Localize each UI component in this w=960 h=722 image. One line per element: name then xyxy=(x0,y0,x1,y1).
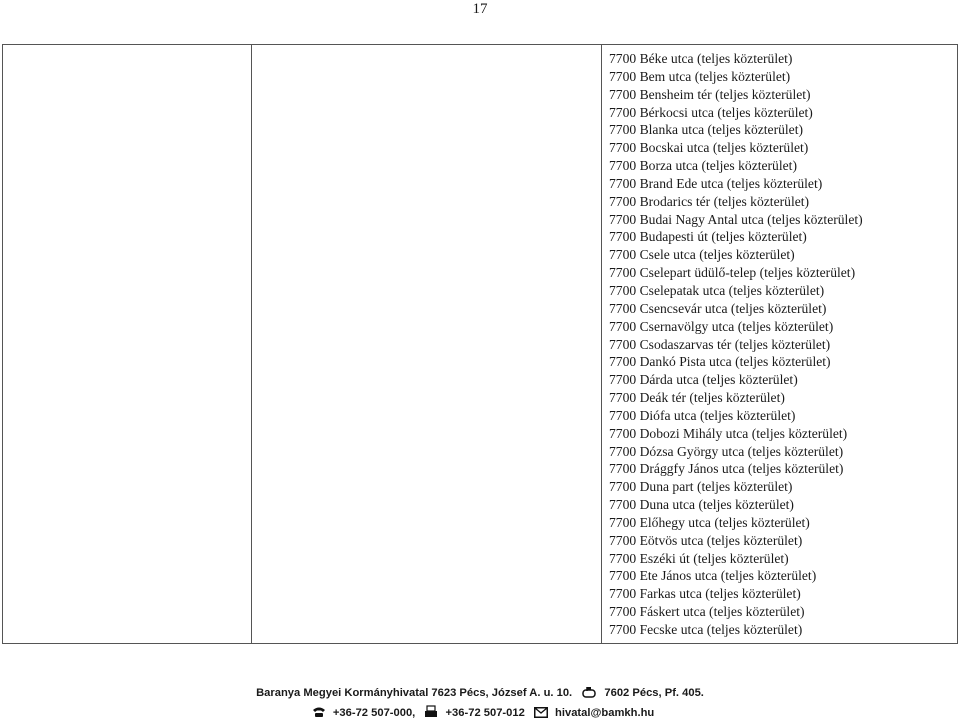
street-list-item: 7700 Borza utca (teljes közterület) xyxy=(609,158,797,174)
page-number: 17 xyxy=(472,1,488,17)
footer-phone: +36-72 507-000, xyxy=(332,707,416,719)
column-divider xyxy=(251,45,252,643)
street-list-item: 7700 Csele utca (teljes közterület) xyxy=(609,247,795,263)
street-list-item: 7700 Dankó Pista utca (teljes közterület) xyxy=(609,354,831,370)
street-list-item: 7700 Brand Ede utca (teljes közterület) xyxy=(609,175,823,191)
street-list-item: 7700 Eötvös utca (teljes közterület) xyxy=(609,532,803,548)
street-list xyxy=(609,50,949,639)
street-list-item: 7700 Duna utca (teljes közterület) xyxy=(609,497,794,513)
street-list-item: 7700 Dózsa György utca (teljes közterület) xyxy=(609,443,844,459)
footer-address-line xyxy=(0,686,960,702)
street-list-item: 7700 Diófa utca (teljes közterület) xyxy=(609,407,796,423)
email-icon xyxy=(534,707,548,722)
street-list-item: 7700 Fecske utca (teljes közterület) xyxy=(609,622,803,637)
footer-email: hivatal@bamkh.hu xyxy=(555,707,655,719)
footer-postbox: 7602 Pécs, Pf. 405. xyxy=(604,687,704,699)
column-divider xyxy=(601,45,602,643)
footer-contact-line xyxy=(0,705,960,722)
street-list-item: 7700 Ete János utca (teljes közterület) xyxy=(609,568,817,584)
footer-address: Baranya Megyei Kormányhivatal 7623 Pécs, József A. u. 10. xyxy=(256,687,573,699)
footer-fax: +36-72 507-012 xyxy=(445,707,525,719)
phone-icon xyxy=(312,706,326,722)
street-list-item: 7700 Blanka utca (teljes közterület) xyxy=(609,122,804,138)
street-list-item: 7700 Csencsevár utca (teljes közterület) xyxy=(609,300,827,316)
street-list-item: 7700 Drággfy János utca (teljes közterület) xyxy=(609,461,844,477)
street-list-item: 7700 Bem utca (teljes közterület) xyxy=(609,68,791,84)
street-list-item: 7700 Bocskai utca (teljes közterület) xyxy=(609,140,809,156)
street-list-item: 7700 Fáskert utca (teljes közterület) xyxy=(609,604,805,620)
street-list-item: 7700 Budapesti út (teljes közterület) xyxy=(609,229,807,245)
document-table xyxy=(2,44,958,644)
street-list-item: 7700 Bérkocsi utca (teljes közterület) xyxy=(609,104,813,120)
street-list-item: 7700 Brodarics tér (teljes közterület) xyxy=(609,193,810,209)
street-list-item: 7700 Duna part (teljes közterület) xyxy=(609,479,793,495)
street-list-item: 7700 Farkas utca (teljes közterület) xyxy=(609,586,801,602)
street-list-item: 7700 Deák tér (teljes közterület) xyxy=(609,390,785,406)
street-list-item: 7700 Csodaszarvas tér (teljes közterület) xyxy=(609,336,831,352)
street-list-item: 7700 Előhegy utca (teljes közterület) xyxy=(609,514,810,530)
fax-icon xyxy=(424,705,438,722)
street-list-item: 7700 Budai Nagy Antal utca (teljes közterület) xyxy=(609,211,863,227)
street-list-item: 7700 Béke utca (teljes közterület) xyxy=(609,51,793,66)
street-list-item: 7700 Bensheim tér (teljes közterület) xyxy=(609,86,811,102)
street-list-item: 7700 Dobozi Mihály utca (teljes közterület) xyxy=(609,425,848,441)
mailbox-icon xyxy=(581,686,597,702)
street-list-item: 7700 Cselepatak utca (teljes közterület) xyxy=(609,282,825,298)
street-list-item: 7700 Csernavölgy utca (teljes közterület) xyxy=(609,318,834,334)
street-list-item: 7700 Cselepart üdülő-telep (teljes közterület) xyxy=(609,265,856,281)
street-list-item: 7700 Dárda utca (teljes közterület) xyxy=(609,372,798,388)
street-list-item: 7700 Eszéki út (teljes közterület) xyxy=(609,550,789,566)
